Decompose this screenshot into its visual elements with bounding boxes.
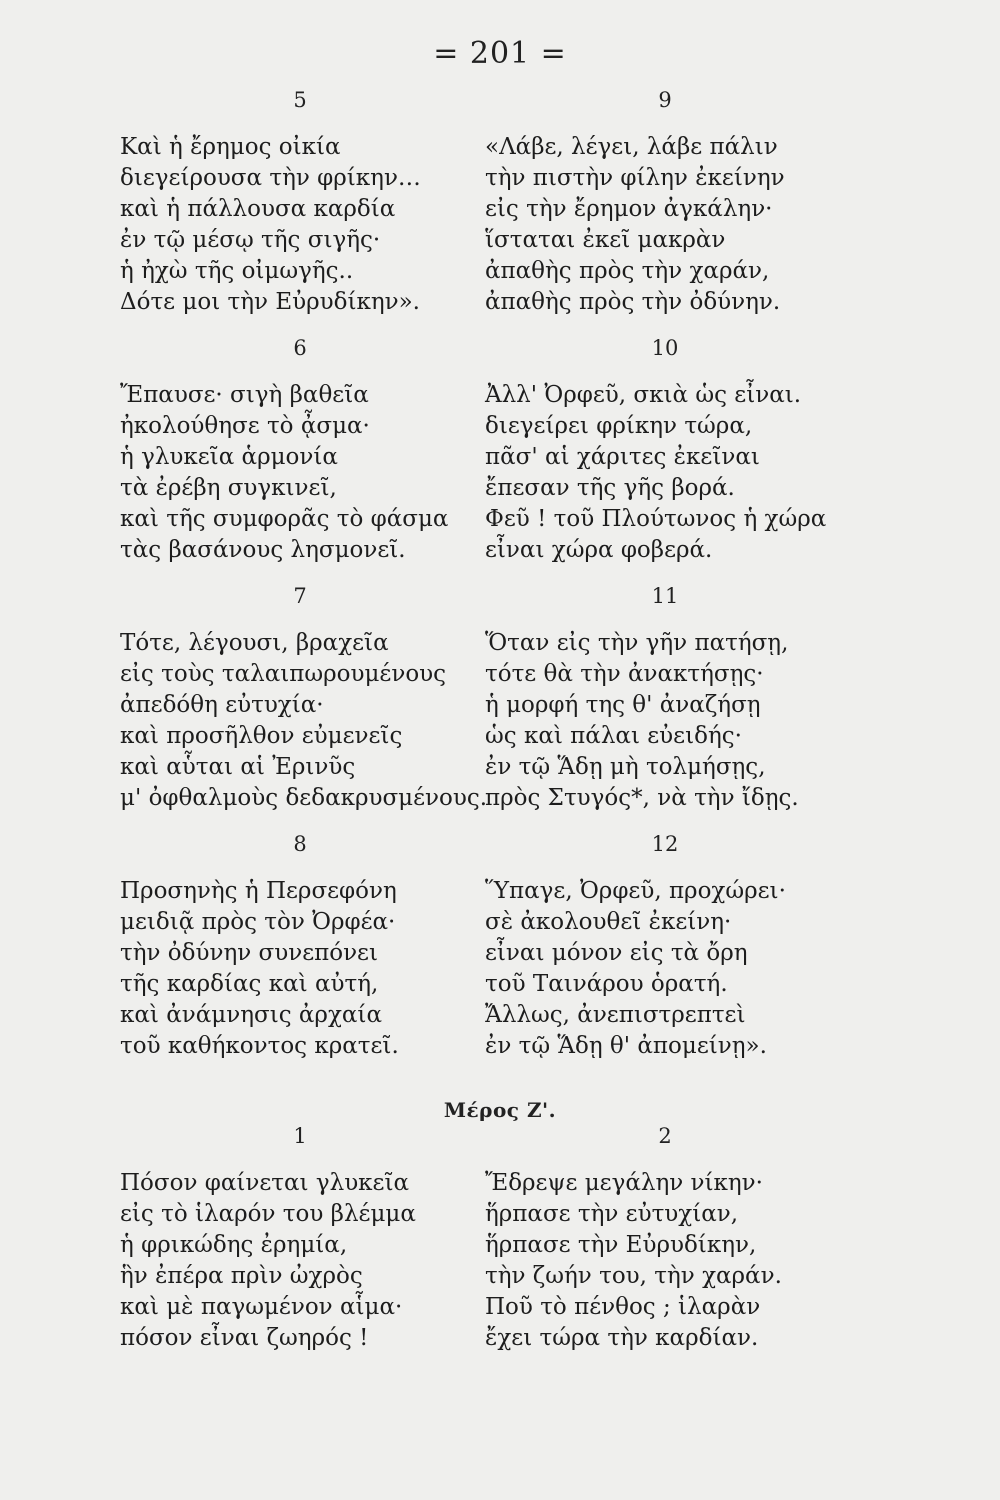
- verse-line: Προσηνὴς ἡ Περσεφόνη: [120, 878, 397, 904]
- stanza-number: 9: [658, 88, 672, 112]
- verse-line: πρὸς Στυγός*, νὰ τὴν ἴδῃς.: [485, 785, 799, 811]
- verse-line: εἶναι χώρα φοβερά.: [485, 537, 713, 563]
- verse-line: διεγείρουσα τὴν φρίκην…: [120, 165, 421, 191]
- verse-line: ἡ φρικώδης ἐρημία,: [120, 1232, 348, 1258]
- stanza-lines: [120, 1168, 480, 1354]
- verse-line: σὲ ἀκολουθεῖ ἐκείνη·: [485, 909, 732, 935]
- verse-line: καὶ ἡ πάλλουσα καρδία: [120, 196, 396, 222]
- stanza-9: [485, 86, 845, 318]
- verse-line: ἐν τῷ Ἅδῃ θ' ἀπομείνῃ».: [485, 1033, 767, 1059]
- stanza-number: 10: [651, 336, 679, 360]
- verse-line: τότε θὰ τὴν ἀνακτήσῃς·: [485, 661, 764, 687]
- verse-line: ἡ ἠχὼ τῆς οἰμωγῆς..: [120, 258, 354, 284]
- verse-line: καὶ ἀνάμνησις ἀρχαία: [120, 1002, 382, 1028]
- verse-line: Τότε, λέγουσι, βραχεῖα: [120, 630, 389, 656]
- verse-line: πᾶσ' αἱ χάριτες ἐκεῖναι: [485, 444, 760, 470]
- verse-line: καὶ προσῆλθον εὐμενεῖς: [120, 723, 403, 749]
- stanza-10: [485, 334, 845, 566]
- stanza-number: 6: [293, 336, 307, 360]
- stanza-number: 11: [651, 584, 679, 608]
- stanza-5: [120, 86, 480, 318]
- part-stanza-2: [485, 1122, 845, 1354]
- verse-line: ἥρπασε τὴν εὐτυχίαν,: [485, 1201, 739, 1227]
- verse-line: Πόσον φαίνεται γλυκεῖα: [120, 1170, 410, 1196]
- verse-line: Ἄλλως, ἀνεπιστρεπτεὶ: [485, 1002, 746, 1028]
- verse-line: Φεῦ ! τοῦ Πλούτωνος ἡ χώρα: [485, 506, 827, 532]
- verse-line: ἡ γλυκεῖα ἁρμονία: [120, 444, 338, 470]
- verse-line: μειδιᾷ πρὸς τὸν Ὀρφέα·: [120, 909, 396, 935]
- stanza-lines: [485, 132, 845, 318]
- verse-line: καὶ μὲ παγωμένον αἷμα·: [120, 1294, 403, 1320]
- verse-line: καὶ τῆς συμφορᾶς τὸ φάσμα: [120, 506, 449, 532]
- stanza-number: 7: [293, 584, 307, 608]
- verse-line: Ἔδρεψε μεγάλην νίκην·: [485, 1170, 763, 1196]
- stanza-lines: [120, 628, 488, 814]
- stanza-number: 2: [658, 1124, 672, 1148]
- stanza-number: 1: [293, 1124, 307, 1148]
- verse-line: ἀπεδόθη εὐτυχία·: [120, 692, 324, 718]
- stanza-12: [485, 830, 845, 1062]
- verse-line: Ἀλλ' Ὀρφεῦ, σκιὰ ὡς εἶναι.: [485, 382, 802, 408]
- verse-line: ἐν τῷ Ἅδῃ μὴ τολμήσῃς,: [485, 754, 766, 780]
- verse-line: μ' ὀφθαλμοὺς δεδακρυσμένους.: [120, 785, 488, 811]
- stanza-number: 8: [293, 832, 307, 856]
- verse-line: Ἔπαυσε· σιγὴ βαθεῖα: [120, 382, 369, 408]
- stanza-6: [120, 334, 480, 566]
- verse-line: πόσον εἶναι ζωηρός !: [120, 1325, 369, 1351]
- verse-line: εἰς τοὺς ταλαιπωρουμένους: [120, 661, 447, 687]
- verse-line: ὡς καὶ πάλαι εὐειδής·: [485, 723, 742, 749]
- verse-line: διεγείρει φρίκην τώρα,: [485, 413, 753, 439]
- stanza-8: [120, 830, 480, 1062]
- page-number: = 201 =: [433, 36, 567, 71]
- verse-line: τὰς βασάνους λησμονεῖ.: [120, 537, 406, 563]
- stanza-lines: [485, 1168, 845, 1354]
- verse-line: καὶ αὗται αἱ Ἐρινῦς: [120, 754, 356, 780]
- verse-line: ἣν ἐπέρα πρὶν ὠχρὸς: [120, 1263, 363, 1289]
- verse-line: ἔχει τώρα τὴν καρδίαν.: [485, 1325, 759, 1351]
- verse-line: ἵσταται ἐκεῖ μακρὰν: [485, 227, 726, 253]
- stanza-7: [120, 582, 488, 814]
- stanza-lines: [120, 380, 480, 566]
- verse-line: ἀπαθὴς πρὸς τὴν ὀδύνην.: [485, 289, 781, 315]
- verse-line: Ὅταν εἰς τὴν γῆν πατήσῃ,: [485, 630, 789, 656]
- verse-line: τοῦ καθήκοντος κρατεῖ.: [120, 1033, 399, 1059]
- verse-line: Ὕπαγε, Ὀρφεῦ, προχώρει·: [485, 878, 786, 904]
- stanza-11: [485, 582, 845, 814]
- verse-line: Δότε μοι τὴν Εὐρυδίκην».: [120, 289, 420, 315]
- stanza-lines: [120, 132, 480, 318]
- verse-line: τῆς καρδίας καὶ αὐτή,: [120, 971, 379, 997]
- stanza-lines: [485, 628, 845, 814]
- verse-line: τὰ ἐρέβη συγκινεῖ,: [120, 475, 337, 501]
- verse-line: «Λάβε, λέγει, λάβε πάλιν: [485, 134, 778, 160]
- verse-line: ἠκολούθησε τὸ ᾆσμα·: [120, 413, 370, 439]
- verse-line: Καὶ ἡ ἔρημος οἰκία: [120, 134, 341, 160]
- verse-line: ἐν τῷ μέσῳ τῆς σιγῆς·: [120, 227, 381, 253]
- verse-line: εἰς τὴν ἔρημον ἀγκάλην·: [485, 196, 773, 222]
- verse-line: ἥρπασε τὴν Εὐρυδίκην,: [485, 1232, 757, 1258]
- stanza-lines: [120, 876, 480, 1062]
- verse-line: τὴν ζωήν του, τὴν χαράν.: [485, 1263, 782, 1289]
- verse-line: τὴν ὀδύνην συνεπόνει: [120, 940, 378, 966]
- verse-line: ἡ μορφή της θ' ἀναζήσῃ: [485, 692, 761, 718]
- stanza-lines: [485, 380, 845, 566]
- verse-line: ἔπεσαν τῆς γῆς βορά.: [485, 475, 735, 501]
- part-heading: Μέρος Ζ'.: [443, 1098, 557, 1122]
- verse-line: Ποῦ τὸ πένθος ; ἱλαρὰν: [485, 1294, 761, 1320]
- verse-line: ἀπαθὴς πρὸς τὴν χαράν,: [485, 258, 770, 284]
- verse-line: τοῦ Ταινάρου ὁρατή.: [485, 971, 728, 997]
- stanza-number: 12: [651, 832, 679, 856]
- verse-line: τὴν πιστὴν φίλην ἐκείνην: [485, 165, 785, 191]
- verse-line: εἰς τὸ ἱλαρόν του βλέμμα: [120, 1201, 416, 1227]
- stanza-number: 5: [293, 88, 307, 112]
- verse-line: εἶναι μόνον εἰς τὰ ὄρη: [485, 940, 748, 966]
- part-stanza-1: [120, 1122, 480, 1354]
- stanza-lines: [485, 876, 845, 1062]
